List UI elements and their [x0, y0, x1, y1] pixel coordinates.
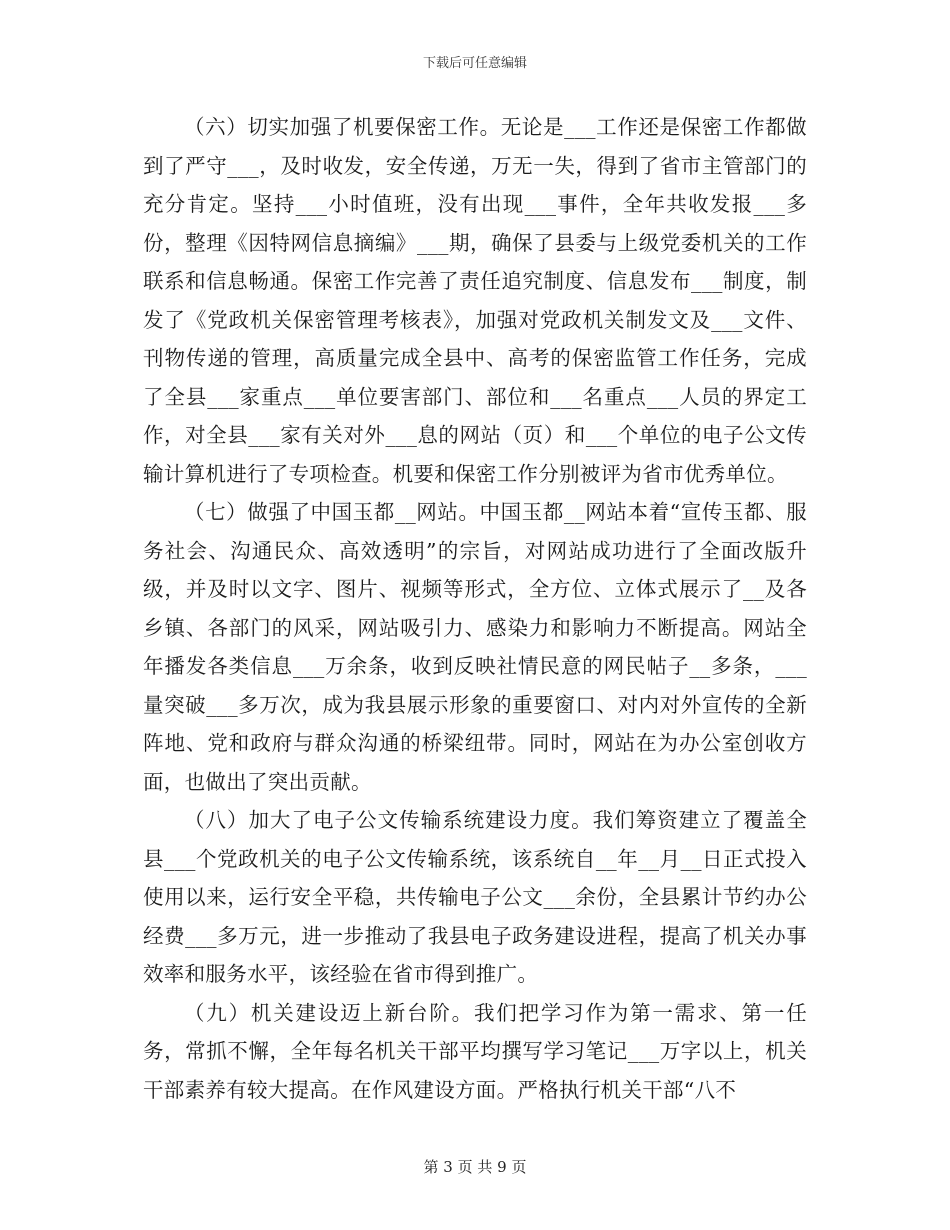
paragraph-8-e-document-system: （八）加大了电子公文传输系统建设力度。我们筹资建立了覆盖全县___个党政机关的电子公文传输系统，该系统自__年__月__日正式投入使用以来，运行安全平稳，共传输电子公文___余份，全县累计节约办公经费___多万元，进一步推动了我县电子政务建设进程，提高了机关办事效率和服务水平，该经验在省市得到推广。 [143, 808, 807, 986]
page-header: 下载后可任意编辑 [422, 56, 527, 71]
paragraph-7-website: （七）做强了中国玉都__网站。中国玉都__网站本着“宣传玉都、服务社会、沟通民众、高效透明”的宗旨，对网站成功进行了全面改版升级，并及时以文字、图片、视频等形式，全方位、立体式展示了__及各乡镇、各部门的风采，网站吸引力、感染力和影响力不断提高。网站全年播发各类信息___万余条，收到反映社情民意的网民帖子__多条，___量突破___多万次，成为我县展示形象的重要窗口、对内对外宣传的全新阵地、党和政府与群众沟通的桥梁纽带。同时，网站在为办公室创收方面，也做出了突出贡献。 [143, 500, 807, 794]
paragraph-9-organ-building: （九）机关建设迈上新台阶。我们把学习作为第一需求、第一任务，常抓不懈，全年每名机关干部平均撰写学习笔记___万字以上，机关干部素养有较大提高。在作风建设方面。严格执行机关干部“八不 [143, 1000, 807, 1102]
page-footer: 第 3 页 共 9 页 [423, 1158, 527, 1176]
document-body [143, 108, 807, 1109]
paragraph-6-confidentiality: （六）切实加强了机要保密工作。无论是___工作还是保密工作都做到了严守___，及时收发，安全传递，万无一失，得到了省市主管部门的充分肯定。坚持___小时值班，没有出现___事件，全年共收发报___多份，整理《因特网信息摘编》___期，确保了县委与上级党委机关的工作联系和信息畅通。保密工作完善了责任追究制度、信息发布___制度，制发了《党政机关保密管理考核表》，加强对党政机关制发文及___文件、刊物传递的管理，高质量完成全县中、高考的保密监管工作任务，完成了全县___家重点___单位要害部门、部位和___名重点___人员的界定工作，对全县___家有关对外___息的网站（页）和___个单位的电子公文传输计算机进行了专项检查。机要和保密工作分别被评为省市优秀单位。 [143, 115, 807, 486]
